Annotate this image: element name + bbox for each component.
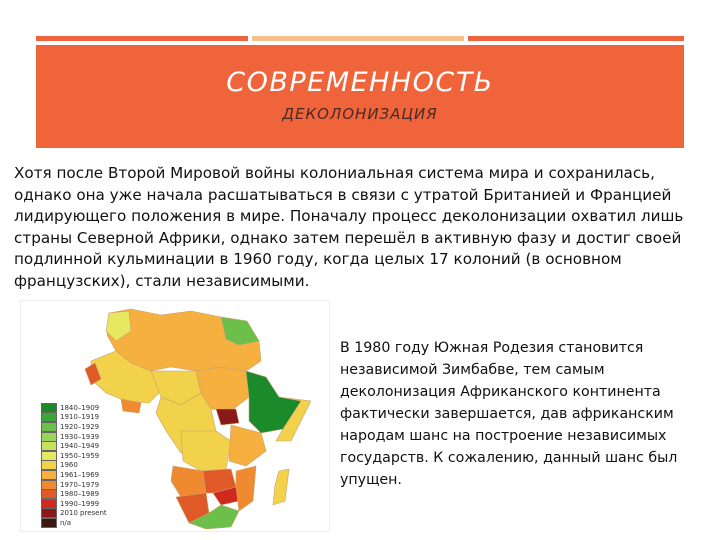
legend-swatch <box>41 432 57 442</box>
legend-label: 1961–1969 <box>60 470 100 479</box>
legend-label: 1960 <box>60 461 78 470</box>
legend-item <box>41 451 107 461</box>
legend-swatch <box>41 451 57 461</box>
legend-swatch <box>41 441 57 451</box>
legend-swatch <box>41 470 57 480</box>
legend-item <box>41 489 107 499</box>
legend-swatch <box>41 508 57 518</box>
legend-label: 1840–1909 <box>60 403 100 412</box>
legend-item <box>41 518 107 528</box>
legend-swatch <box>41 422 57 432</box>
legend-label: 1930–1939 <box>60 432 100 441</box>
legend-swatch <box>41 518 57 528</box>
side-paragraph: В 1980 году Южная Родезия становится независимой Зимбабве, тем самым деколонизация Африканского континента фактически завершается, дав африканским народам шанс на построение независимых государств. К сожалению, данный шанс был упущен. <box>340 340 678 488</box>
legend-item <box>41 470 107 480</box>
legend-label: 1990–1999 <box>60 499 100 508</box>
legend-label: 1970–1979 <box>60 480 100 489</box>
legend-item <box>41 422 107 432</box>
africa-decolonization-map <box>20 300 330 532</box>
map-legend <box>41 403 107 528</box>
legend-label: 1910–1919 <box>60 413 100 422</box>
legend-swatch <box>41 480 57 490</box>
legend-swatch <box>41 489 57 499</box>
legend-label: 1920–1929 <box>60 422 100 431</box>
legend-swatch <box>41 460 57 470</box>
legend-item <box>41 403 107 413</box>
rule-segment <box>468 36 684 41</box>
legend-item <box>41 509 107 519</box>
angola-region <box>171 466 206 497</box>
legend-item <box>41 432 107 442</box>
slide-title: СОВРЕМЕННОСТЬ <box>226 67 494 98</box>
legend-item <box>41 441 107 451</box>
legend-swatch <box>41 412 57 422</box>
legend-label: 1980–1989 <box>60 490 100 499</box>
legend-label: n/a <box>60 518 72 527</box>
legend-item <box>41 413 107 423</box>
rule-segment <box>36 36 248 41</box>
legend-label: 2010 present <box>60 509 107 518</box>
legend-swatch <box>41 403 57 413</box>
rule-segment <box>252 36 464 41</box>
legend-swatch <box>41 499 57 509</box>
legend-label: 1950–1959 <box>60 451 100 460</box>
legend-item <box>41 499 107 509</box>
mozambique-region <box>236 466 256 511</box>
madagascar-region <box>273 469 289 505</box>
legend-item <box>41 461 107 471</box>
slide-subtitle: ДЕКОЛОНИЗАЦИЯ <box>282 105 438 123</box>
legend-item <box>41 480 107 490</box>
south-sudan-region <box>216 409 239 425</box>
drc-region <box>181 431 231 471</box>
legend-label: 1940–1949 <box>60 442 100 451</box>
intro-paragraph: Хотя после Второй Мировой войны колониальная система мира и сохранилась, однако она уже начала расшатываться в связи с утратой Британией и Францией лидирующего положения в мире. Поначалу процесс деколонизации охватил лишь страны Северной Африки, однако затем перешёл в активную фазу и достиг своей подлинной кульминации в 1960 году, когда целых 17 колоний (в основном французских), стали независимыми. <box>14 164 684 290</box>
title-banner <box>36 45 684 148</box>
top-decorative-rule <box>36 36 684 41</box>
